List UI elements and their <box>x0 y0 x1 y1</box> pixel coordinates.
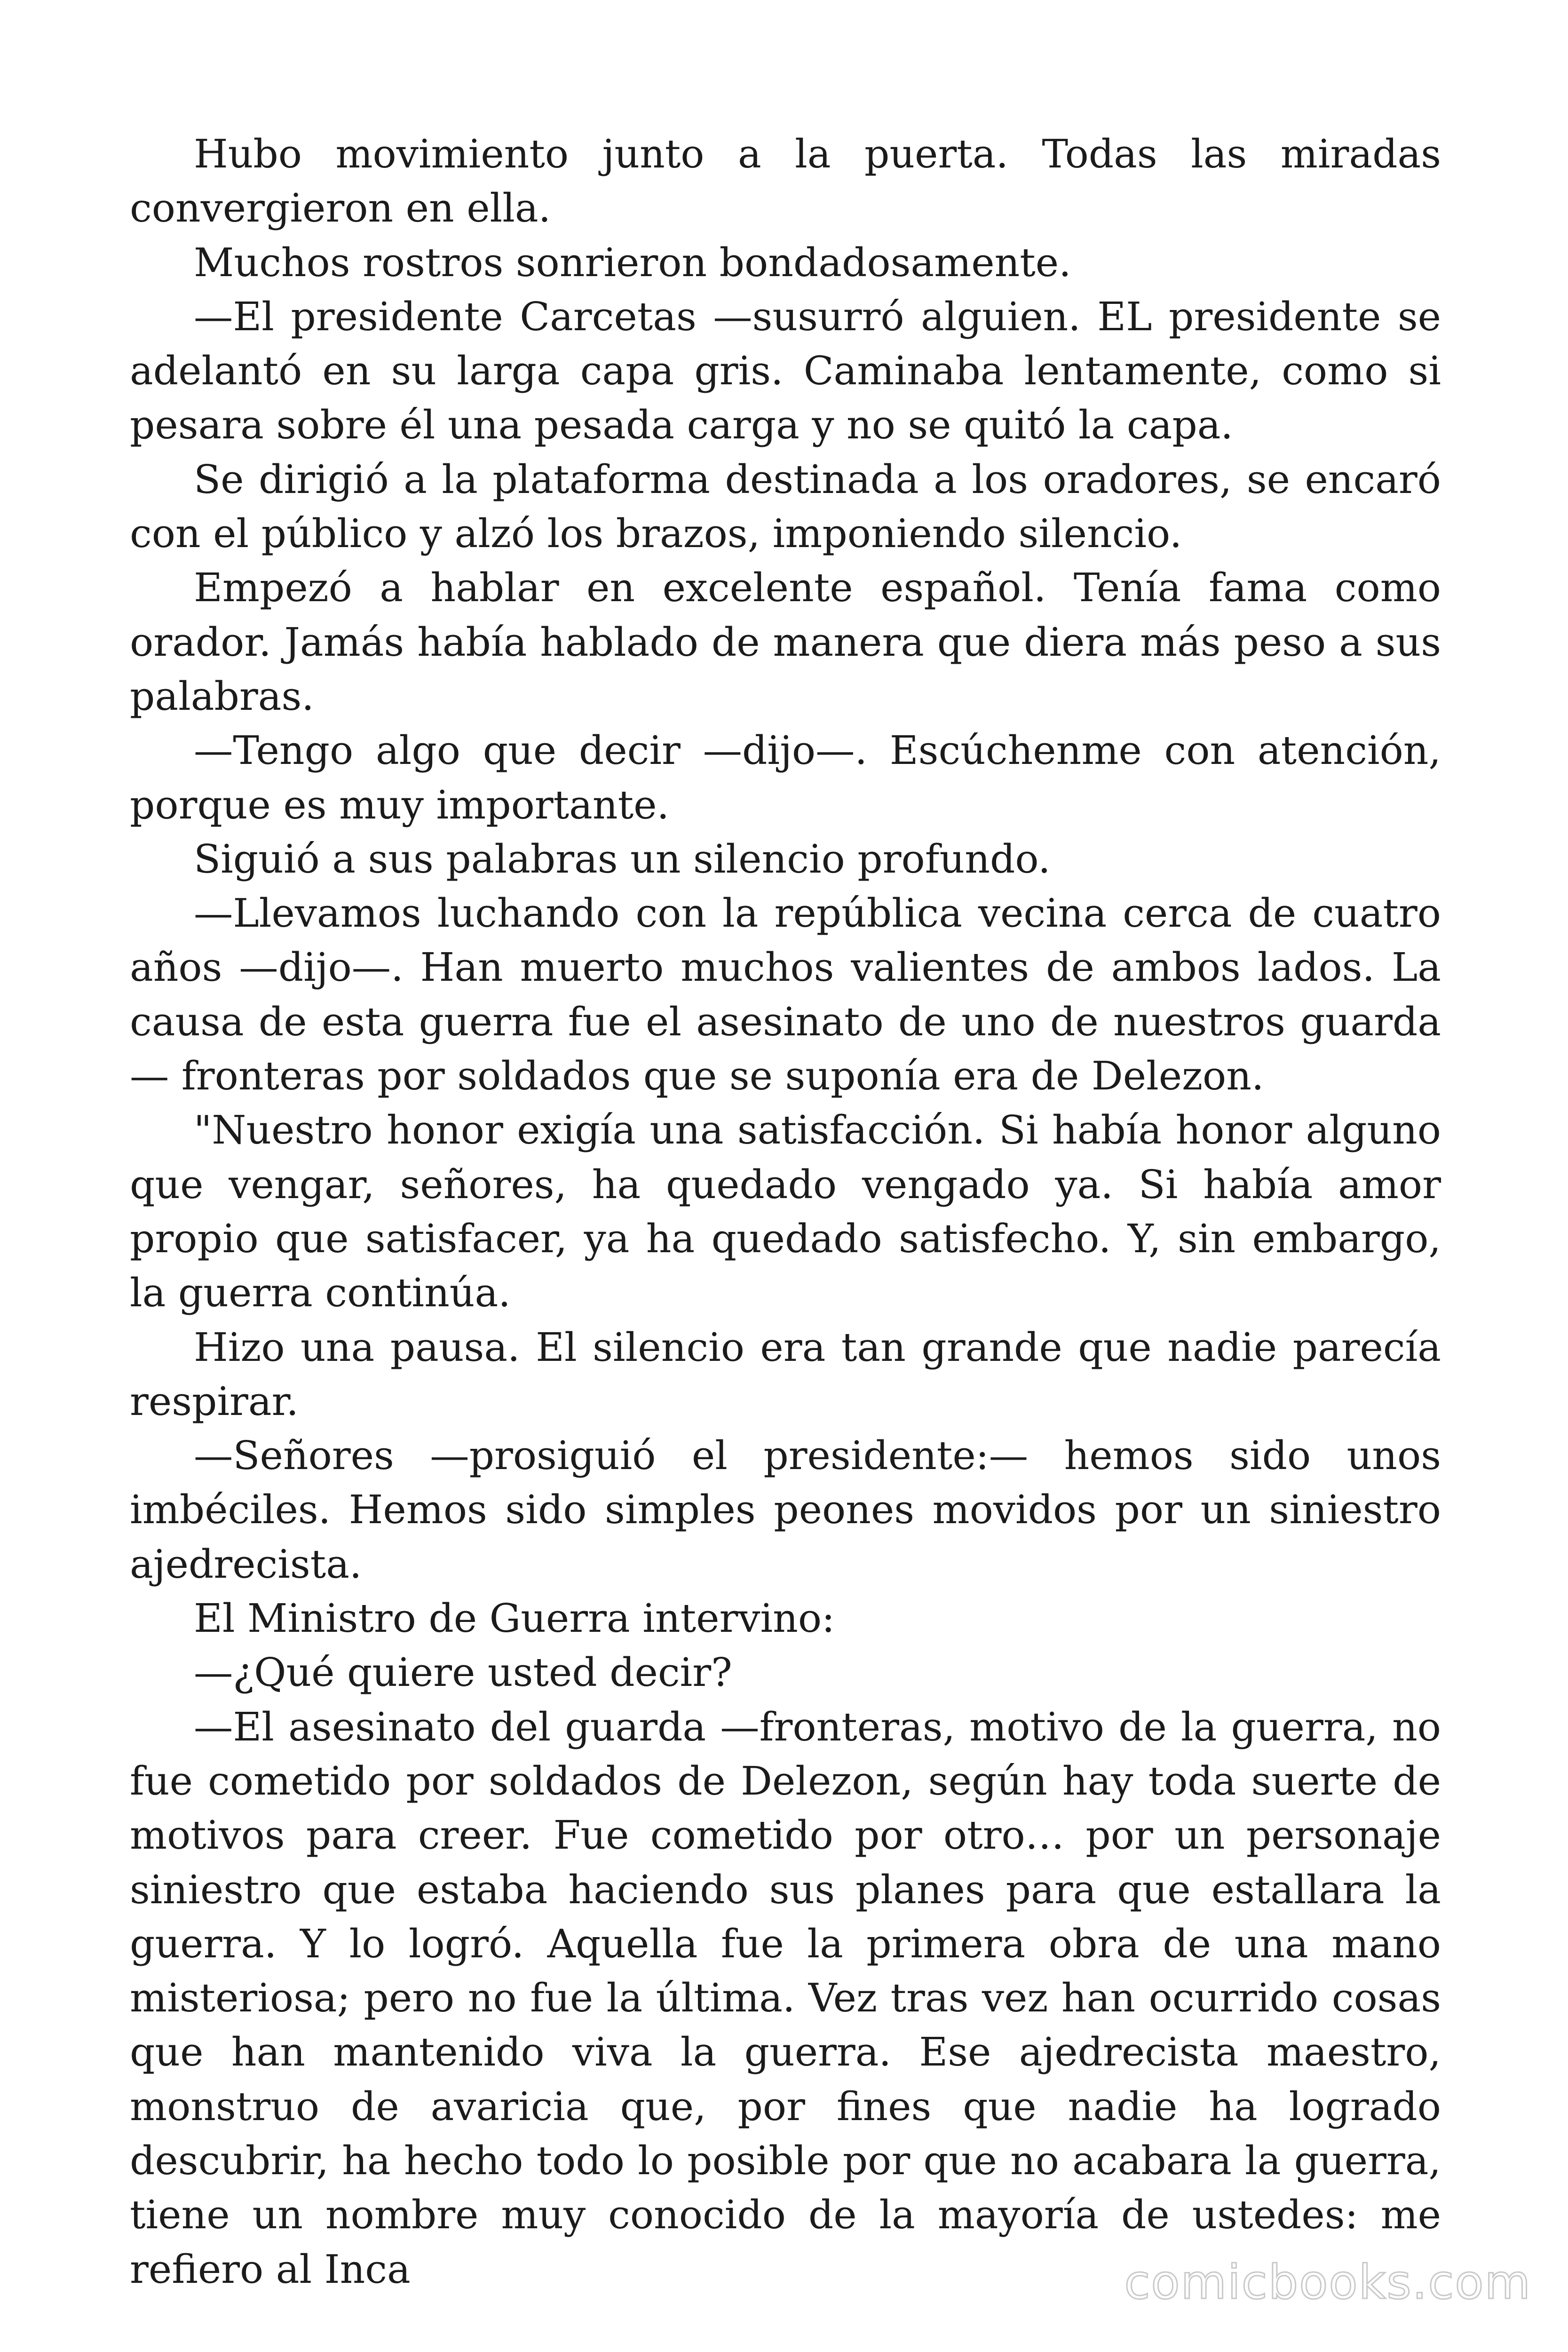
paragraph-12: El Ministro de Guerra intervino: <box>194 1596 835 1642</box>
paragraph-1: Hubo movimiento junto a la puerta. Todas las miradas convergieron en ella. <box>130 131 1441 231</box>
paragraph-6: —Tengo algo que decir —dijo—. Escúchenme con atención, porque es muy importante. <box>130 728 1441 828</box>
page-body <box>130 127 1441 2296</box>
paragraph-13: —¿Qué quiere usted decir? <box>194 1650 732 1696</box>
paragraph-4: Se dirigió a la plataforma destinada a los oradores, se encaró con el público y alzó los brazos, imponiendo silencio. <box>130 456 1441 557</box>
site-watermark: comicbooks.com <box>1124 2255 1531 2310</box>
paragraph-3: —El presidente Carcetas —susurró alguien. EL presidente se adelantó en su larga capa gris. Caminaba lentamente, como si pesara sobre él una pesada carga y no se quitó la capa. <box>130 294 1441 448</box>
paragraph-7: Siguió a sus palabras un silencio profundo. <box>194 836 1051 882</box>
paragraph-9: "Nuestro honor exigía una satisfacción. Si había honor alguno que vengar, señores, ha quedado vengado ya. Si había amor propio que satisfacer, ya ha quedado satisfecho. Y, sin embargo, la guerra continúa. <box>130 1107 1441 1316</box>
paragraph-2: Muchos rostros sonrieron bondadosamente. <box>194 239 1071 286</box>
paragraph-11: —Señores —prosiguió el presidente:— hemos sido unos imbéciles. Hemos sido simples peones movidos por un siniestro ajedrecista. <box>130 1433 1441 1587</box>
paragraph-5: Empezó a hablar en excelente español. Tenía fama como orador. Jamás había hablado de manera que diera más peso a sus palabras. <box>130 565 1441 719</box>
paragraph-8: —Llevamos luchando con la república vecina cerca de cuatro años —dijo—. Han muerto muchos valientes de ambos lados. La causa de esta guerra fue el asesinato de uno de nuestros guarda — fronteras por soldados que se suponía era de Delezon. <box>130 890 1441 1099</box>
paragraph-14: —El asesinato del guarda —fronteras, motivo de la guerra, no fue cometido por soldados de Delezon, según hay toda suerte de motivos para creer. Fue cometido por otro… por un personaje siniestro que estaba haciendo sus planes para que estallara la guerra. Y lo logró. Aquella fue la primera obra de una mano misteriosa; pero no fue la última. Vez tras vez han ocurrido cosas que han mantenido viva la guerra. Ese ajedrecista maestro, monstruo de avaricia que, por fines que nadie ha logrado descubrir, ha hecho todo lo posible por que no acabara la guerra, tiene un nombre muy conocido de la mayoría de ustedes: me refiero al Inca <box>130 1704 1441 2292</box>
paragraph-10: Hizo una pausa. El silencio era tan grande que nadie parecía respirar. <box>130 1324 1441 1424</box>
